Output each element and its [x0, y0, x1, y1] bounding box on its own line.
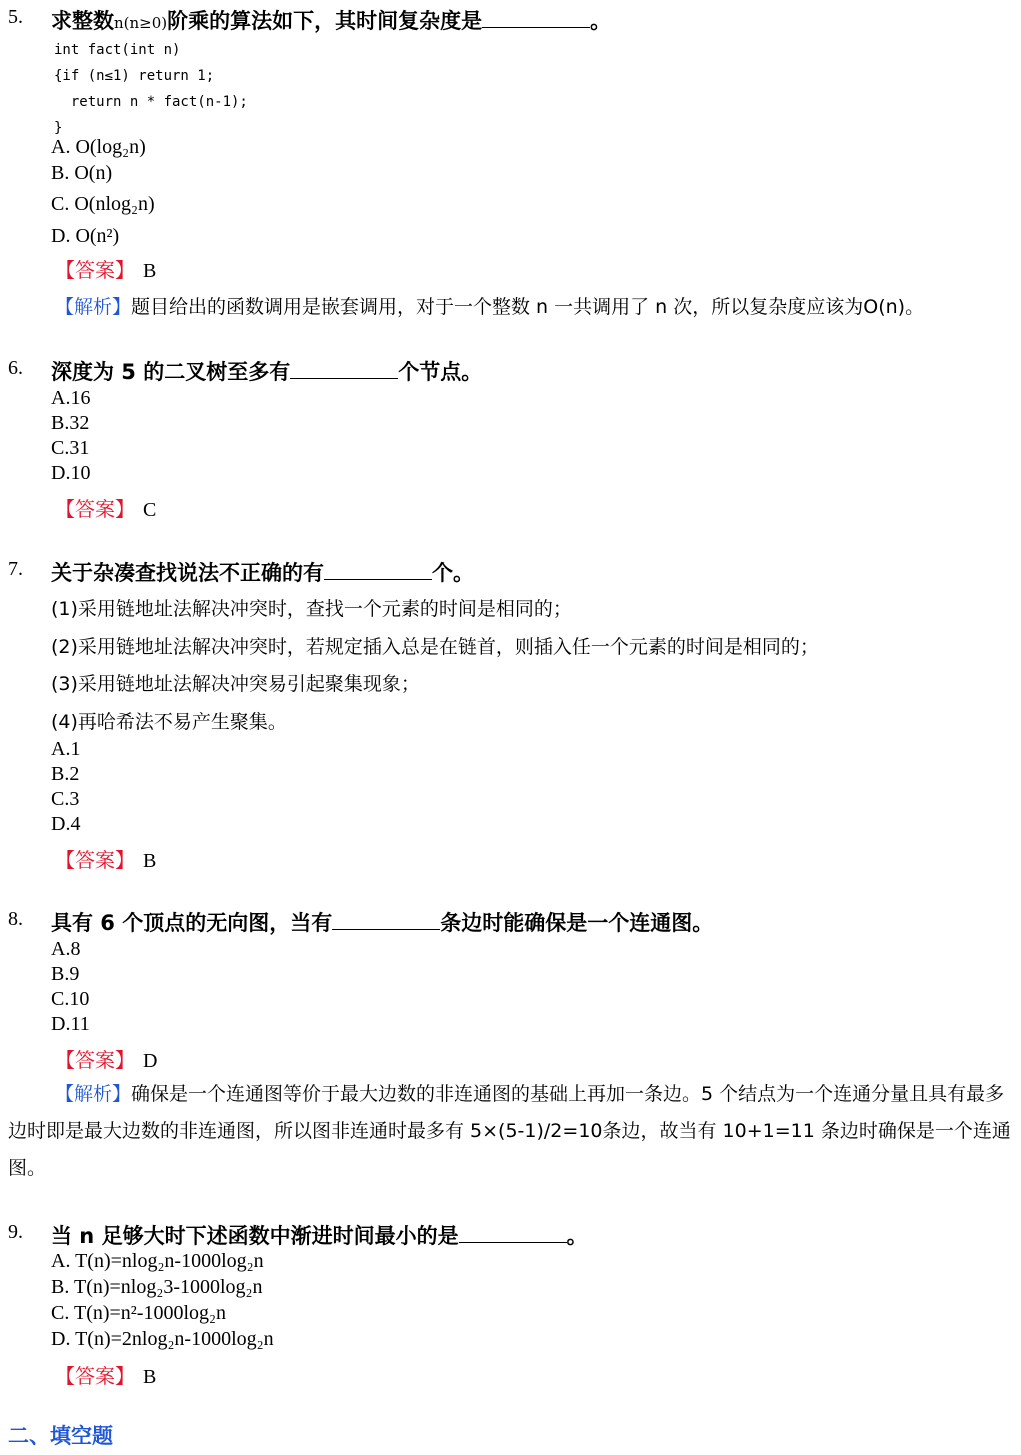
answer-label: 【答案】	[55, 1364, 135, 1388]
answer-label: 【答案】	[55, 1048, 135, 1072]
stem-text: 个。	[432, 561, 474, 585]
option-d: D. O(n²)	[51, 225, 120, 247]
question-stem	[51, 1220, 588, 1250]
analysis-text: 确保是一个连通图等价于最大边数的非连通图的基础上再加一条边。5 个结点为一个连通分量且具有最多边时即是最大边数的非连通图，所以图非连通时最多有 5×(5-1)/2=10条边，故当有 10+1=11 条边时确保是一个连通图。	[8, 1083, 1011, 1179]
analysis-text: 题目给出的函数调用是嵌套调用，对于一个整数 n 一共调用了 n 次，所以复杂度应该为O(n)。	[131, 296, 925, 318]
stem-text: 具有 6 个顶点的无向图，当有	[51, 911, 333, 935]
answer-label: 【答案】	[55, 258, 135, 282]
question-number: 8.	[8, 908, 23, 930]
statement-1: (1)采用链地址法解决冲突时，查找一个元素的时间是相同的；	[51, 598, 572, 620]
answer-value: B	[143, 850, 157, 872]
stem-text: 当 n 足够大时下述函数中渐进时间最小的是	[51, 1224, 459, 1248]
option-c: C.10	[51, 988, 90, 1010]
stem-text: 个节点。	[398, 360, 483, 384]
option-b: B.9	[51, 963, 80, 985]
option-a: A.1	[51, 738, 81, 760]
answer-value: D	[143, 1050, 158, 1072]
answer-blank	[324, 559, 432, 580]
stem-text: 阶乘的算法如下，其时间复杂度是	[167, 9, 483, 33]
option-d: D.4	[51, 813, 81, 835]
section-heading: 二、填空题	[8, 1424, 113, 1448]
answer-label: 【答案】	[55, 848, 135, 872]
option-c: C.3	[51, 788, 80, 810]
answer-label: 【答案】	[55, 497, 135, 521]
stem-text: 关于杂凑查找说法不正确的有	[51, 561, 324, 585]
option-a: A.16	[51, 387, 91, 409]
answer-blank	[290, 358, 398, 379]
statement-2: (2)采用链地址法解决冲突时，若规定插入总是在链首，则插入任一个元素的时间是相同的；	[51, 636, 819, 658]
question-stem	[51, 5, 611, 35]
question-number: 5.	[8, 6, 23, 28]
code-block: int fact(int n) {if (n≤1) return 1; return n * fact(n-1); }	[54, 42, 248, 136]
option-a: A.8	[51, 938, 81, 960]
answer-value: B	[143, 260, 157, 282]
option-b: B. T(n)=nlog₂3-1000log₂n	[51, 1276, 263, 1298]
stem-text: 。	[566, 1224, 588, 1248]
question-stem	[51, 356, 482, 386]
stem-text: 深度为 5 的二叉树至多有	[51, 360, 291, 384]
answer-line	[55, 254, 156, 283]
option-b: B. O(n)	[51, 162, 113, 184]
analysis-line	[55, 292, 924, 319]
analysis-label: 【解析】	[55, 296, 132, 318]
question-number: 9.	[8, 1221, 23, 1243]
analysis-paragraph	[8, 1076, 1016, 1187]
answer-blank	[482, 7, 590, 28]
stem-condition: n(n≥0)	[114, 14, 168, 32]
answer-line	[55, 493, 156, 522]
statement-3: (3)采用链地址法解决冲突易引起聚集现象；	[51, 673, 420, 695]
question-stem	[51, 557, 474, 587]
statement-4: (4)再哈希法不易产生聚集。	[51, 711, 287, 733]
option-a: A. T(n)=nlog₂n-1000log₂n	[51, 1250, 264, 1272]
option-d: D.11	[51, 1013, 90, 1035]
option-b: B.32	[51, 412, 90, 434]
option-c: C. T(n)=n²-1000log₂n	[51, 1302, 226, 1324]
answer-blank	[332, 909, 440, 930]
answer-blank	[459, 1222, 567, 1243]
option-d: D. T(n)=2nlog₂n-1000log₂n	[51, 1328, 274, 1350]
answer-value: B	[143, 1366, 157, 1388]
answer-value: C	[143, 499, 157, 521]
analysis-label: 【解析】	[55, 1083, 132, 1105]
stem-text: 条边时能确保是一个连通图。	[440, 911, 714, 935]
option-a: A. O(log₂n)	[51, 136, 146, 158]
stem-text: 求整数	[51, 9, 114, 33]
question-number: 6.	[8, 357, 23, 379]
option-c: C.31	[51, 437, 90, 459]
stem-text: 。	[590, 9, 612, 33]
answer-line	[55, 1360, 156, 1389]
option-b: B.2	[51, 763, 80, 785]
question-stem	[51, 907, 713, 937]
option-c: C. O(nlog₂n)	[51, 193, 155, 215]
option-d: D.10	[51, 462, 91, 484]
question-number: 7.	[8, 558, 23, 580]
answer-line	[55, 1044, 157, 1073]
answer-line	[55, 844, 156, 873]
